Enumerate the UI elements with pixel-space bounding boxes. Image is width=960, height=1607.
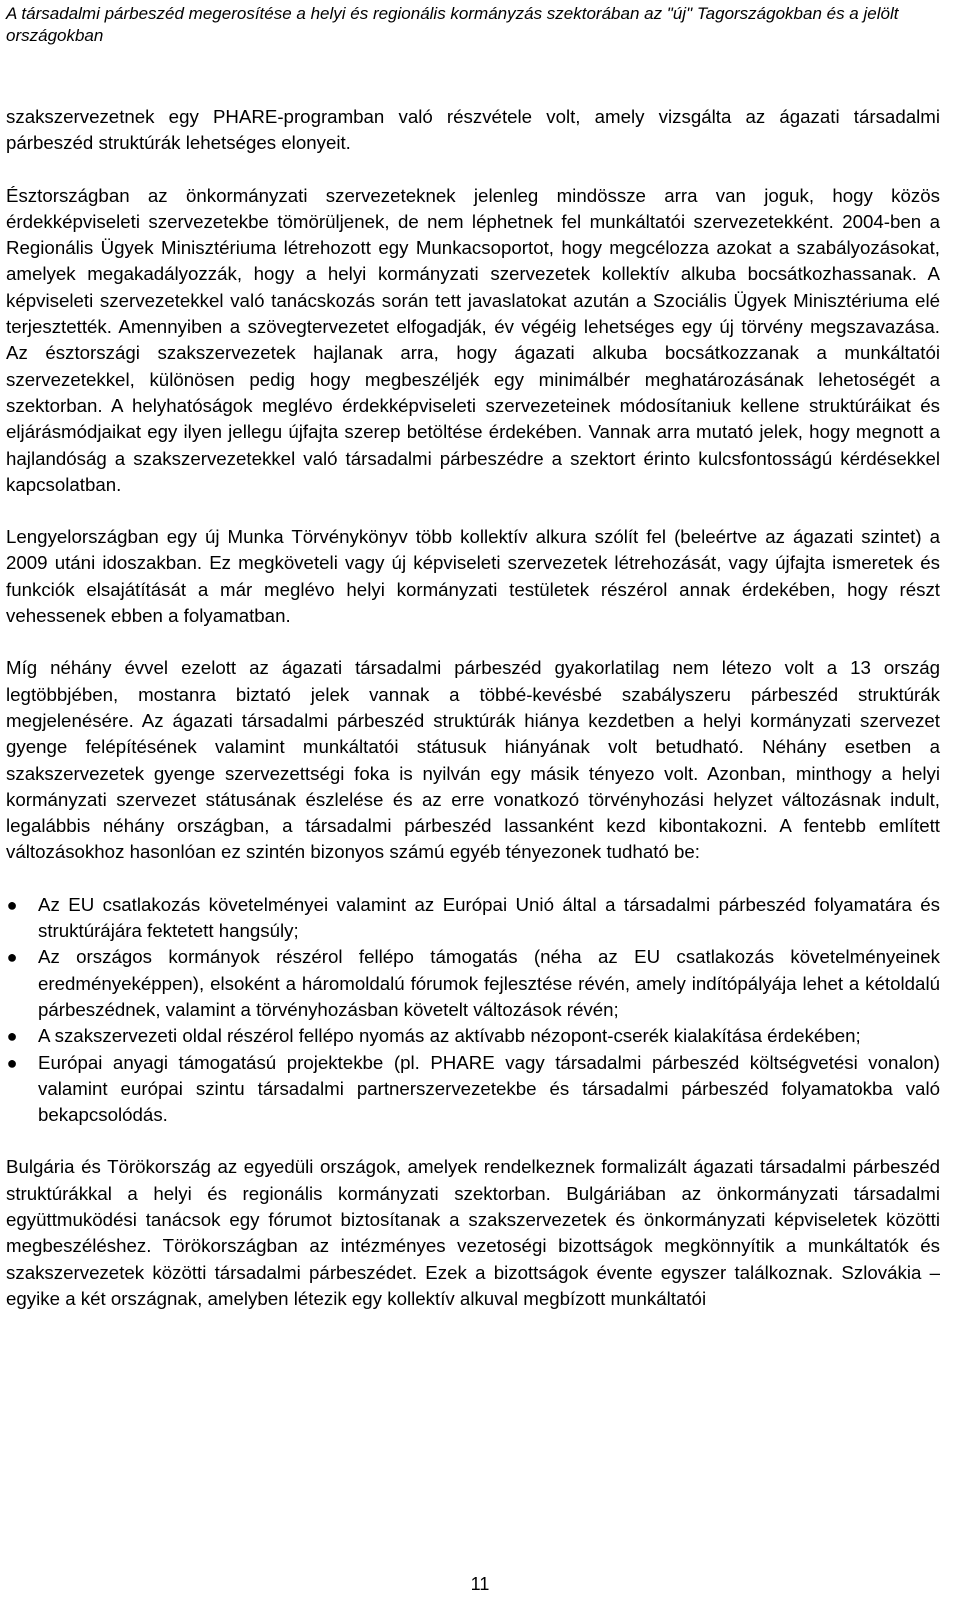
bullet-icon: ●	[6, 1026, 18, 1047]
page-number: 11	[470, 1574, 490, 1594]
paragraph-phare: szakszervezetnek egy PHARE-programban való részvétele volt, amely vizsgálta az ágazati társadalmi párbeszéd struktúrák lehetséges elonyeit.	[6, 106, 940, 154]
bullet-icon: ●	[6, 1052, 18, 1073]
paragraph-sectoral-dialogue: Míg néhány évvel ezelott az ágazati társadalmi párbeszéd gyakorlatilag nem létezo volt a 13 ország legtöbbjében, mostanra biztató jelek vannak a többé-kevésbé szabályszeru párbeszéd struktúrák megjelenésére. Az ágazati társadalmi párbeszéd struktúrák hiánya kezdetben a helyi kormányzati szervezet gyenge felépítésének valamint munkáltatói státusuk hiányának volt betudható. Néhány esetben a szakszervezetek gyenge szervezettségi foka is nyilván egy másik tényezo volt. Azonban, minthogy a helyi kormányzati szervezet státusának észlelése és az erre vonatkozó törvényhozási helyzet változásnak indult, legalábbis néhány országban, a társadalmi párbeszéd lassanként kezd kibontakozni. A fentebb említett változásokhoz hasonlóan ez szintén bizonyos számú egyéb tényezonek tudható be:	[6, 657, 940, 863]
bullet-item	[6, 1023, 940, 1049]
bullet-text: Az országos kormányok részérol fellépo támogatás (néha az EU csatlakozás követelményeinek eredményeképpen), elsoként a háromoldalú fórumok fejlesztése révén, amely indítópályája lehet a kétoldalú párbeszédnek, valamint a törvényhozásban követelt változások révén;	[38, 946, 940, 1020]
bullet-icon: ●	[6, 894, 18, 915]
bullet-item	[6, 892, 940, 945]
bullet-item	[6, 944, 940, 1023]
bullet-icon: ●	[6, 947, 18, 968]
paragraph-bulgaria-turkey: Bulgária és Törökország az egyedüli országok, amelyek rendelkeznek formalizált ágazati társadalmi párbeszéd struktúrákkal a helyi és regionális kormányzati szektorban. Bulgáriában az önkormányzati társadalmi együttmuködési tanácsok egy fórumot biztosítanak a szakszervezetek és önkormányzati képviseletek közötti megbeszéléshez. Törökországban az intézményes vezetoségi bizottságok megkönnyítik a munkáltatók és szakszervezetek közötti társadalmi párbeszédet. Ezek a bizottságok évente egyszer találkoznak. Szlovákia – egyike a két országnak, amelyben létezik egy kollektív alkuval megbízott munkáltatói	[6, 1156, 940, 1309]
factors-bullet-list	[6, 892, 940, 1129]
running-header: A társadalmi párbeszéd megerosítése a helyi és regionális kormányzás szektorában az "új" Tagországokban és a jelölt országokban	[6, 4, 899, 45]
paragraph-poland: Lengyelországban egy új Munka Törvénykönyv több kollektív alkura szólít fel (beleértve az ágazati szintet) a 2009 utáni idoszakban. Ez megköveteli vagy új képviseleti szervezetek létrehozását, vagy újfajta ismeretek és funkciók elsajátítását a már meglévo helyi kormányzati testületek részérol annak érdekében, hogy részt vehessenek ebben a folyamatban.	[6, 526, 940, 627]
bullet-item	[6, 1050, 940, 1129]
paragraph-estonia: Észtországban az önkormányzati szervezeteknek jelenleg mindössze arra van joguk, hogy közös érdekképviseleti szervezetekbe tömörüljenek, de nem léphetnek fel munkáltatói szervezetekként. 2004-ben a Regionális Ügyek Minisztériuma létrehozott egy Munkacsoportot, hogy megcélozza azokat a szabályozásokat, amelyek megakadályozzák, hogy a helyi kormányzati szervezetek kollektív alkuba bocsátkozhassanak. A képviseleti szervezetekkel való tanácskozás során tett javaslatokat azután a Szociális Ügyek Minisztériuma elé terjesztették. Amennyiben a szövegtervezetet elfogadják, év végéig lehetséges egy új törvény megszavazása. Az észtországi szakszervezetek hajlanak arra, hogy ágazati alkuba bocsátkozzanak a munkáltatói szervezetekkel, különösen pedig hogy megbeszéljék egy minimálbér meghatározásának lehetoségét a szektorban. A helyhatóságok meglévo érdekképviseleti szervezeteinek módosítaniuk kellene struktúráikat és eljárásmódjaikat egy ilyen jellegu újfajta szerep betöltése érdekében. Vannak arra mutató jelek, hogy megnott a hajlandóság a szakszervezetekkel való társadalmi párbeszédre a szektort érinto kulcsfontosságú kérdésekkel kapcsolatban.	[6, 184, 940, 495]
body-text	[6, 104, 940, 1338]
bullet-text: Az EU csatlakozás követelményei valamint az Európai Unió által a társadalmi párbeszéd folyamatára és struktúrájára fektetett hangsúly;	[38, 893, 940, 942]
bullet-text: Európai anyagi támogatású projektekbe (pl. PHARE vagy társadalmi párbeszéd költségvetési vonalon) valamint európai szintu társadalmi partnerszervezetekbe és társadalmi párbeszéd folyamatokba való bekapcsolódás.	[38, 1051, 940, 1126]
bullet-text: A szakszervezeti oldal részérol fellépo nyomás az aktívabb nézopont-cserék kialakítása érdekében;	[38, 1025, 861, 1047]
